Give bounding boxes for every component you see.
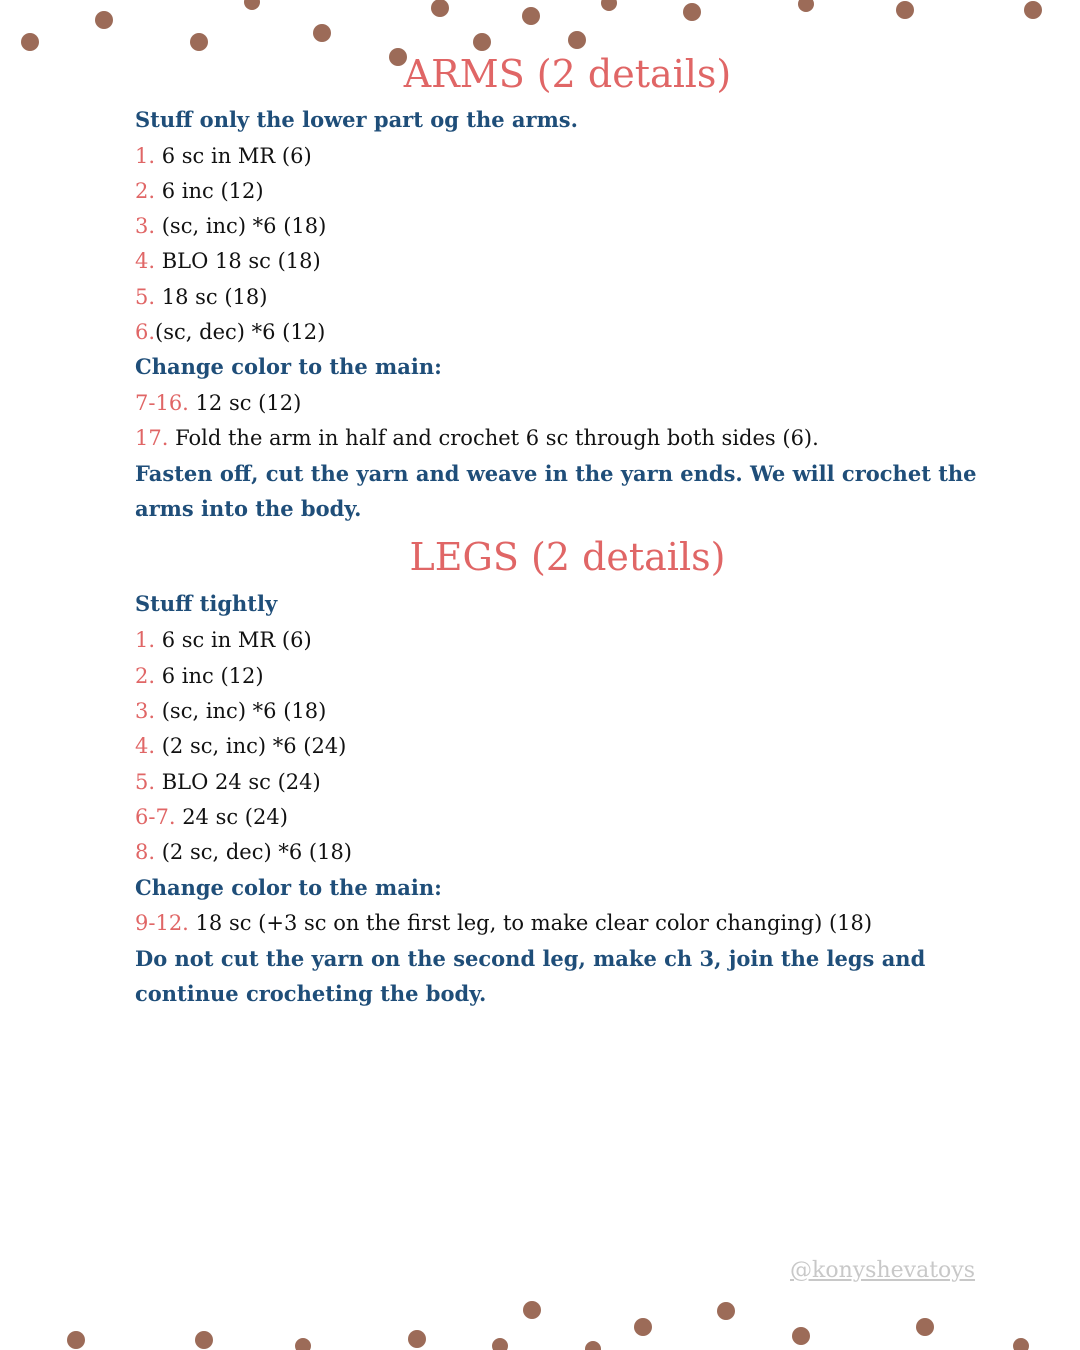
step-text: 6 inc (12)	[161, 664, 264, 688]
arms-intro: Stuff only the lower part og the arms.	[135, 107, 578, 132]
step-text: 24 sc (24)	[182, 805, 288, 829]
arms-step-7-16	[135, 388, 301, 418]
step-text: (2 sc, dec) *6 (18)	[161, 840, 352, 864]
step-number: 4.	[135, 734, 156, 758]
legs-step-5	[135, 767, 321, 797]
legs-step-2	[135, 661, 264, 691]
legs-step-6-7	[135, 802, 288, 832]
step-number: 1.	[135, 628, 156, 652]
step-number: 6-7.	[135, 805, 176, 829]
arms-step-1	[135, 141, 312, 171]
step-number: 2.	[135, 664, 156, 688]
step-text: 18 sc (18)	[161, 285, 268, 309]
step-number: 6.	[135, 320, 156, 344]
step-text: (sc, inc) *6 (18)	[161, 699, 327, 723]
step-number: 5.	[135, 770, 156, 794]
legs-title: LEGS (2 details)	[409, 535, 726, 579]
step-text: 6 sc in MR (6)	[161, 628, 312, 652]
legs-step-1	[135, 625, 312, 655]
step-number: 2.	[135, 179, 156, 203]
legs-step-4	[135, 731, 346, 761]
step-number: 9-12.	[135, 911, 189, 935]
step-text: 18 sc (+3 sc on the first leg, to make clear color changing) (18)	[195, 911, 873, 935]
legs-step-9-12	[135, 908, 872, 938]
step-text: (sc, dec) *6 (12)	[155, 320, 326, 344]
step-number: 3.	[135, 214, 156, 238]
watermark-handle: @konyshevatoys	[790, 1258, 976, 1283]
arms-step-3	[135, 211, 326, 241]
step-number: 4.	[135, 249, 156, 273]
step-number: 8.	[135, 840, 156, 864]
arms-step-17	[135, 423, 819, 453]
arms-step-6	[135, 317, 325, 347]
legs-step-8	[135, 837, 352, 867]
step-number: 7-16.	[135, 391, 189, 415]
step-number: 17.	[135, 426, 169, 450]
legs-intro: Stuff tightly	[135, 591, 278, 616]
arms-change-color: Change color to the main:	[135, 354, 442, 379]
legs-note: Do not cut the yarn on the second leg, make ch 3, join the legs and continue crocheting the body.	[135, 946, 926, 1006]
legs-change-color: Change color to the main:	[135, 875, 442, 900]
step-text: 12 sc (12)	[195, 391, 302, 415]
step-number: 1.	[135, 144, 156, 168]
step-number: 3.	[135, 699, 156, 723]
arms-step-5	[135, 282, 267, 312]
step-text: 6 inc (12)	[161, 179, 264, 203]
step-text: Fold the arm in half and crochet 6 sc through both sides (6).	[175, 426, 819, 450]
step-text: (sc, inc) *6 (18)	[161, 214, 327, 238]
step-text: BLO 24 sc (24)	[161, 770, 321, 794]
arms-step-4	[135, 246, 321, 276]
step-text: BLO 18 sc (18)	[161, 249, 321, 273]
arms-step-2	[135, 176, 264, 206]
legs-step-3	[135, 696, 326, 726]
step-text: 6 sc in MR (6)	[161, 144, 312, 168]
arms-note: Fasten off, cut the yarn and weave in the yarn ends. We will crochet the arms into the body.	[135, 461, 977, 521]
step-text: (2 sc, inc) *6 (24)	[161, 734, 347, 758]
step-number: 5.	[135, 285, 156, 309]
arms-title: ARMS (2 details)	[403, 52, 732, 96]
